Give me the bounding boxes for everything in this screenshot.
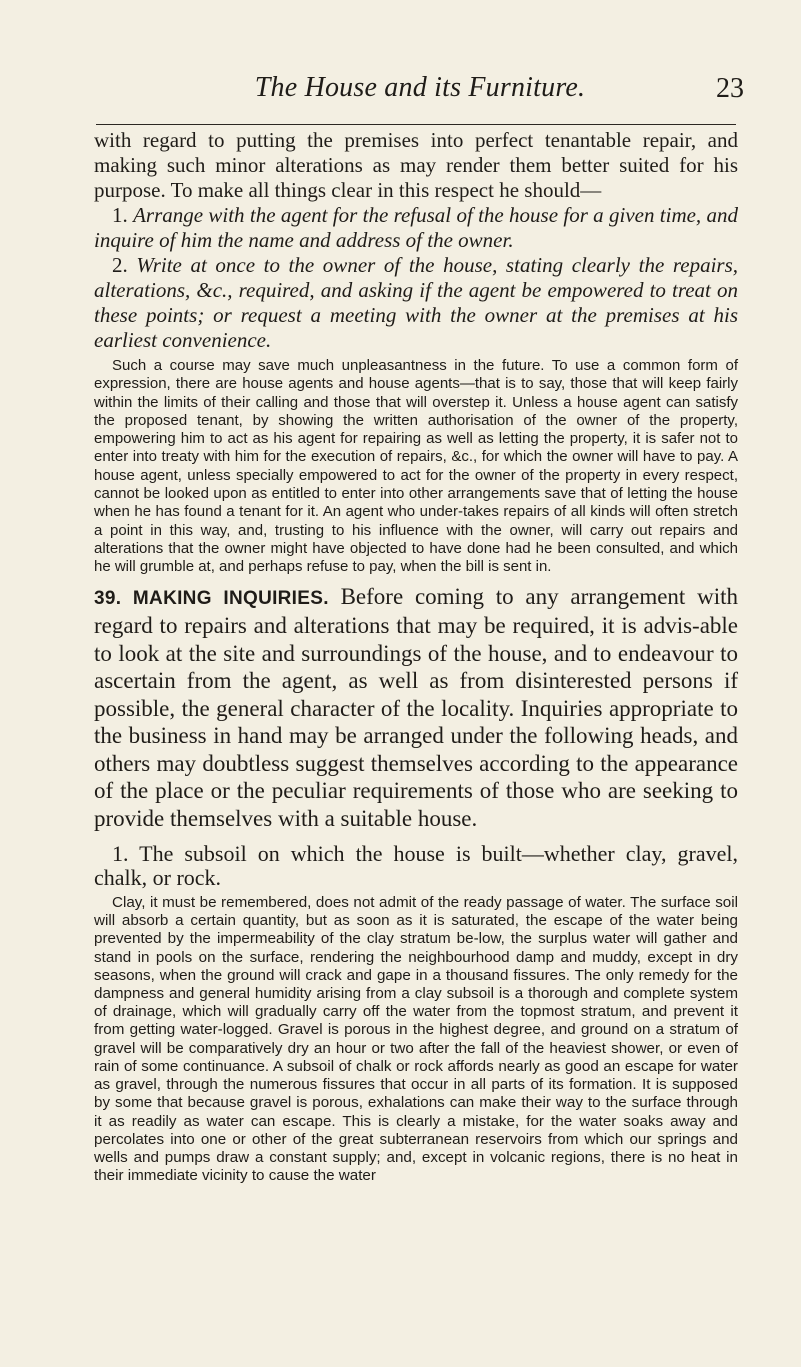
header-rule [96,124,736,125]
list-number: 2. [112,253,128,277]
list-number: 1. [112,203,128,227]
opening-paragraph: with regard to putting the premises into perfect tenantable repair, and making such minor alterations as may render them better suited for his purpose. To make all things clear in this respect he should— [94,128,738,202]
list-item-arrange [94,203,738,253]
list-text: The subsoil on which the house is built—whether clay, gravel, chalk, or rock. [94,841,738,891]
page-header [96,72,744,112]
section-making-inquiries [94,583,738,833]
page-body [94,128,738,1185]
section-heading: 39. MAKING INQUIRIES. [94,587,329,609]
list-item-subsoil [94,842,738,890]
running-title: The House and its Furniture. [254,72,586,103]
list-number: 1. [112,841,129,867]
list-text: Arrange with the agent for the refusal of the house for a given time, and inquire of him the name and address of the owner. [94,203,738,252]
list-text: Write at once to the owner of the house, stating clearly the repairs, alterations, &c., required, and asking if the agent be empowered to treat on these points; or request a meeting with the owner at the premises at his earliest convenience. [94,253,739,352]
list-item-write [94,253,738,353]
section-text: Before coming to any arrangement with regard to repairs and alterations that may be required, it is advis-able to look at the site and surroundings of the house, and to endeavour to ascertain from the agent, as well as from disinterested persons if possible, the general character of the locality. Inquiries appropriate to the business in hand may be arranged under the following heads, and others may doubtless suggest themselves according to the appearance of the place or the peculiar requirements of those who are seeking to provide themselves with a suitable house. [94,583,738,831]
note-paragraph-agents: Such a course may save much unpleasantness in the future. To use a common form of expression, there are house agents and house agents—that is to say, those that will keep fairly within the limits of their calling and those that will overstep it. Unless a house agent can satisfy the proposed tenant, by showing the written authorisation of the owner of the property, empowering him to act as his agent for repairing as well as letting the property, it is safer not to enter into treaty with him for the execution of repairs, &c., for which the owner will have to pay. A house agent, unless specially empowered to act for the owner of the property in every respect, cannot be looked upon as entitled to enter into other arrangements save that of letting the house when he has found a tenant for it. An agent who under-takes repairs of all kinds will often stretch a point in this way, and, trusting to his influence with the owner, will carry out repairs and alterations that the owner might have objected to have done had he been consulted, and which he will grumble at, and perhaps refuse to pay, when the bill is sent in. [94,357,738,576]
note-paragraph-clay: Clay, it must be remembered, does not admit of the ready passage of water. The surface soil will absorb a certain quantity, but as soon as it is saturated, the escape of the water being prevented by the impermeability of the clay stratum be-low, the surplus water will gather and stand in pools on the surface, rendering the neighbourhood damp and muddy, except in dry seasons, when the ground will crack and gape in a thousand fissures. The only remedy for the dampness and general humidity arising from a clay subsoil is a thorough and complete system of drainage, which will gradually carry off the water from the topmost stratum, and prevent it from getting water-logged. Gravel is porous in the highest degree, and ground on a stratum of gravel will be comparatively dry an hour or two after the fall of the heaviest shower, or even of rain of some continuance. A subsoil of chalk or rock affords nearly as good an escape for water as gravel, through the numerous fissures that occur in all parts of its formation. It is supposed by some that because gravel is porous, exhalations can make their way to the surface through it as readily as water can escape. This is clearly a mistake, for the water soaks away and percolates into one or other of the great subterranean reservoirs from which our springs and wells and pumps draw a constant supply; and, except in volcanic regions, there is no heat in their immediate vicinity to cause the water [94,894,738,1185]
page-number: 23 [716,73,744,104]
